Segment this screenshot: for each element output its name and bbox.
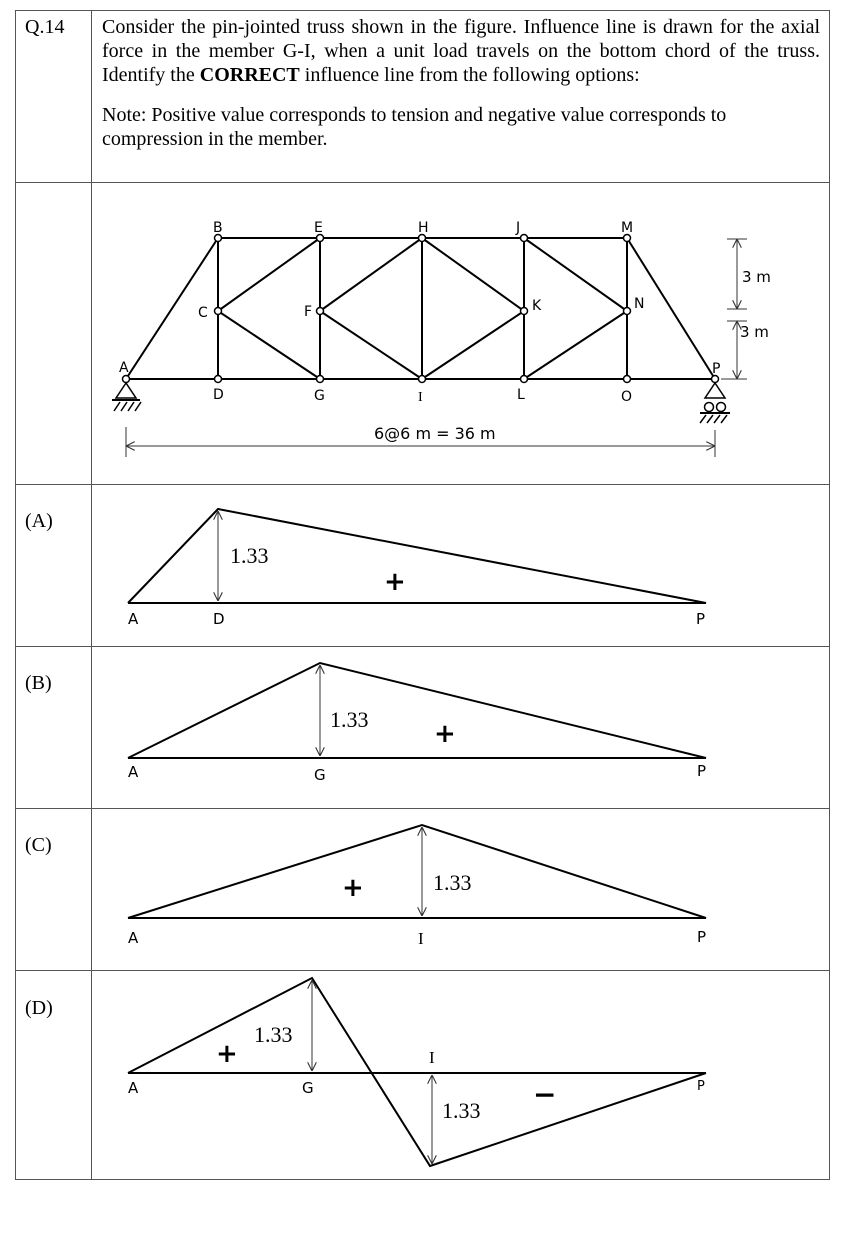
option-a-diagram (128, 509, 706, 628)
member-l-n (524, 311, 627, 379)
option-c-label-peak: I (418, 929, 424, 948)
label-o: O (621, 389, 633, 405)
joint-a (123, 376, 130, 383)
joint-g (317, 376, 324, 383)
pin-support (112, 383, 141, 411)
label-p: P (712, 361, 721, 377)
option-c-value: 1.33 (433, 870, 472, 895)
option-c-sign: + (342, 873, 364, 903)
option-b-influence-line (128, 663, 706, 758)
option-label-b: (B) (25, 672, 52, 694)
option-a-label-right: P (696, 610, 706, 628)
question-text-start: Consider the pin-jointed truss shown in the figure. Influence line is drawn for the axial force in the member G-I, when a unit load travels on the bottom chord of the truss. Identify the (102, 16, 820, 86)
question-text-end: influence line from the following options: (299, 64, 640, 86)
joint-n (624, 308, 631, 315)
joint-i (419, 376, 426, 383)
label-c: C (198, 305, 208, 321)
joint-c (215, 308, 222, 315)
option-d-sign-negative: − (533, 1078, 557, 1111)
option-b-sign: + (434, 719, 456, 749)
member-c-e (218, 238, 320, 311)
member-h-k (422, 238, 524, 311)
option-a-influence-line (128, 509, 706, 603)
option-c-diagram (128, 825, 706, 948)
height-dimension (721, 239, 747, 379)
label-i: I (418, 390, 423, 405)
label-j: J (516, 220, 521, 236)
option-c-influence-line (128, 825, 706, 918)
span-label: 6@6 m = 36 m (374, 424, 496, 443)
member-i-k (422, 311, 524, 379)
question-text-bold: CORRECT (199, 64, 300, 86)
option-d-label-left: A (128, 1079, 139, 1097)
question-number: Q.14 (25, 16, 65, 38)
option-label-c: (C) (25, 834, 52, 856)
label-f: F (304, 304, 313, 320)
label-d: D (213, 387, 224, 403)
option-b-diagram (128, 663, 706, 784)
joint-d (215, 376, 222, 383)
option-label-d: (D) (25, 997, 53, 1019)
option-c-label-left: A (128, 929, 139, 947)
option-d-label-right: P (697, 1079, 705, 1094)
option-b-value: 1.33 (330, 707, 369, 732)
question-note: Note: Positive value corresponds to tension and negative value corresponds to compression in the member. (102, 104, 727, 150)
dim-label-bottom: 3 m (740, 323, 769, 341)
option-a-value: 1.33 (230, 543, 269, 568)
option-label-a: (A) (25, 510, 53, 532)
option-a-label-peak: D (213, 610, 225, 628)
option-d-value-negative: 1.33 (442, 1098, 481, 1123)
option-b-label-right: P (697, 762, 707, 780)
option-a-sign: + (384, 567, 406, 597)
label-h: H (418, 220, 429, 236)
option-d-label-peak: G (302, 1079, 314, 1097)
truss-joints (123, 235, 719, 383)
member-f-h (320, 238, 422, 311)
label-g: G (314, 388, 325, 404)
label-a: A (119, 360, 129, 376)
option-d-value-positive: 1.33 (254, 1022, 293, 1047)
roller-support (700, 383, 730, 423)
joint-o (624, 376, 631, 383)
option-d-label-trough: I (429, 1048, 435, 1067)
option-d-diagram (128, 978, 706, 1166)
option-a-label-left: A (128, 610, 139, 628)
label-k: K (532, 298, 542, 314)
label-l: L (517, 387, 525, 403)
member-c-g (218, 311, 320, 379)
option-c-label-right: P (697, 928, 707, 946)
label-n: N (634, 296, 645, 312)
label-m: M (621, 220, 634, 236)
label-b: B (213, 220, 223, 236)
option-d-sign-positive: + (216, 1039, 238, 1069)
dim-label-top: 3 m (742, 268, 771, 286)
joint-k (521, 308, 528, 315)
member-f-i (320, 311, 422, 379)
joint-l (521, 376, 528, 383)
option-b-label-peak: G (314, 766, 326, 784)
option-b-label-left: A (128, 763, 139, 781)
joint-f (317, 308, 324, 315)
label-e: E (314, 220, 323, 236)
joint-j (521, 235, 528, 242)
